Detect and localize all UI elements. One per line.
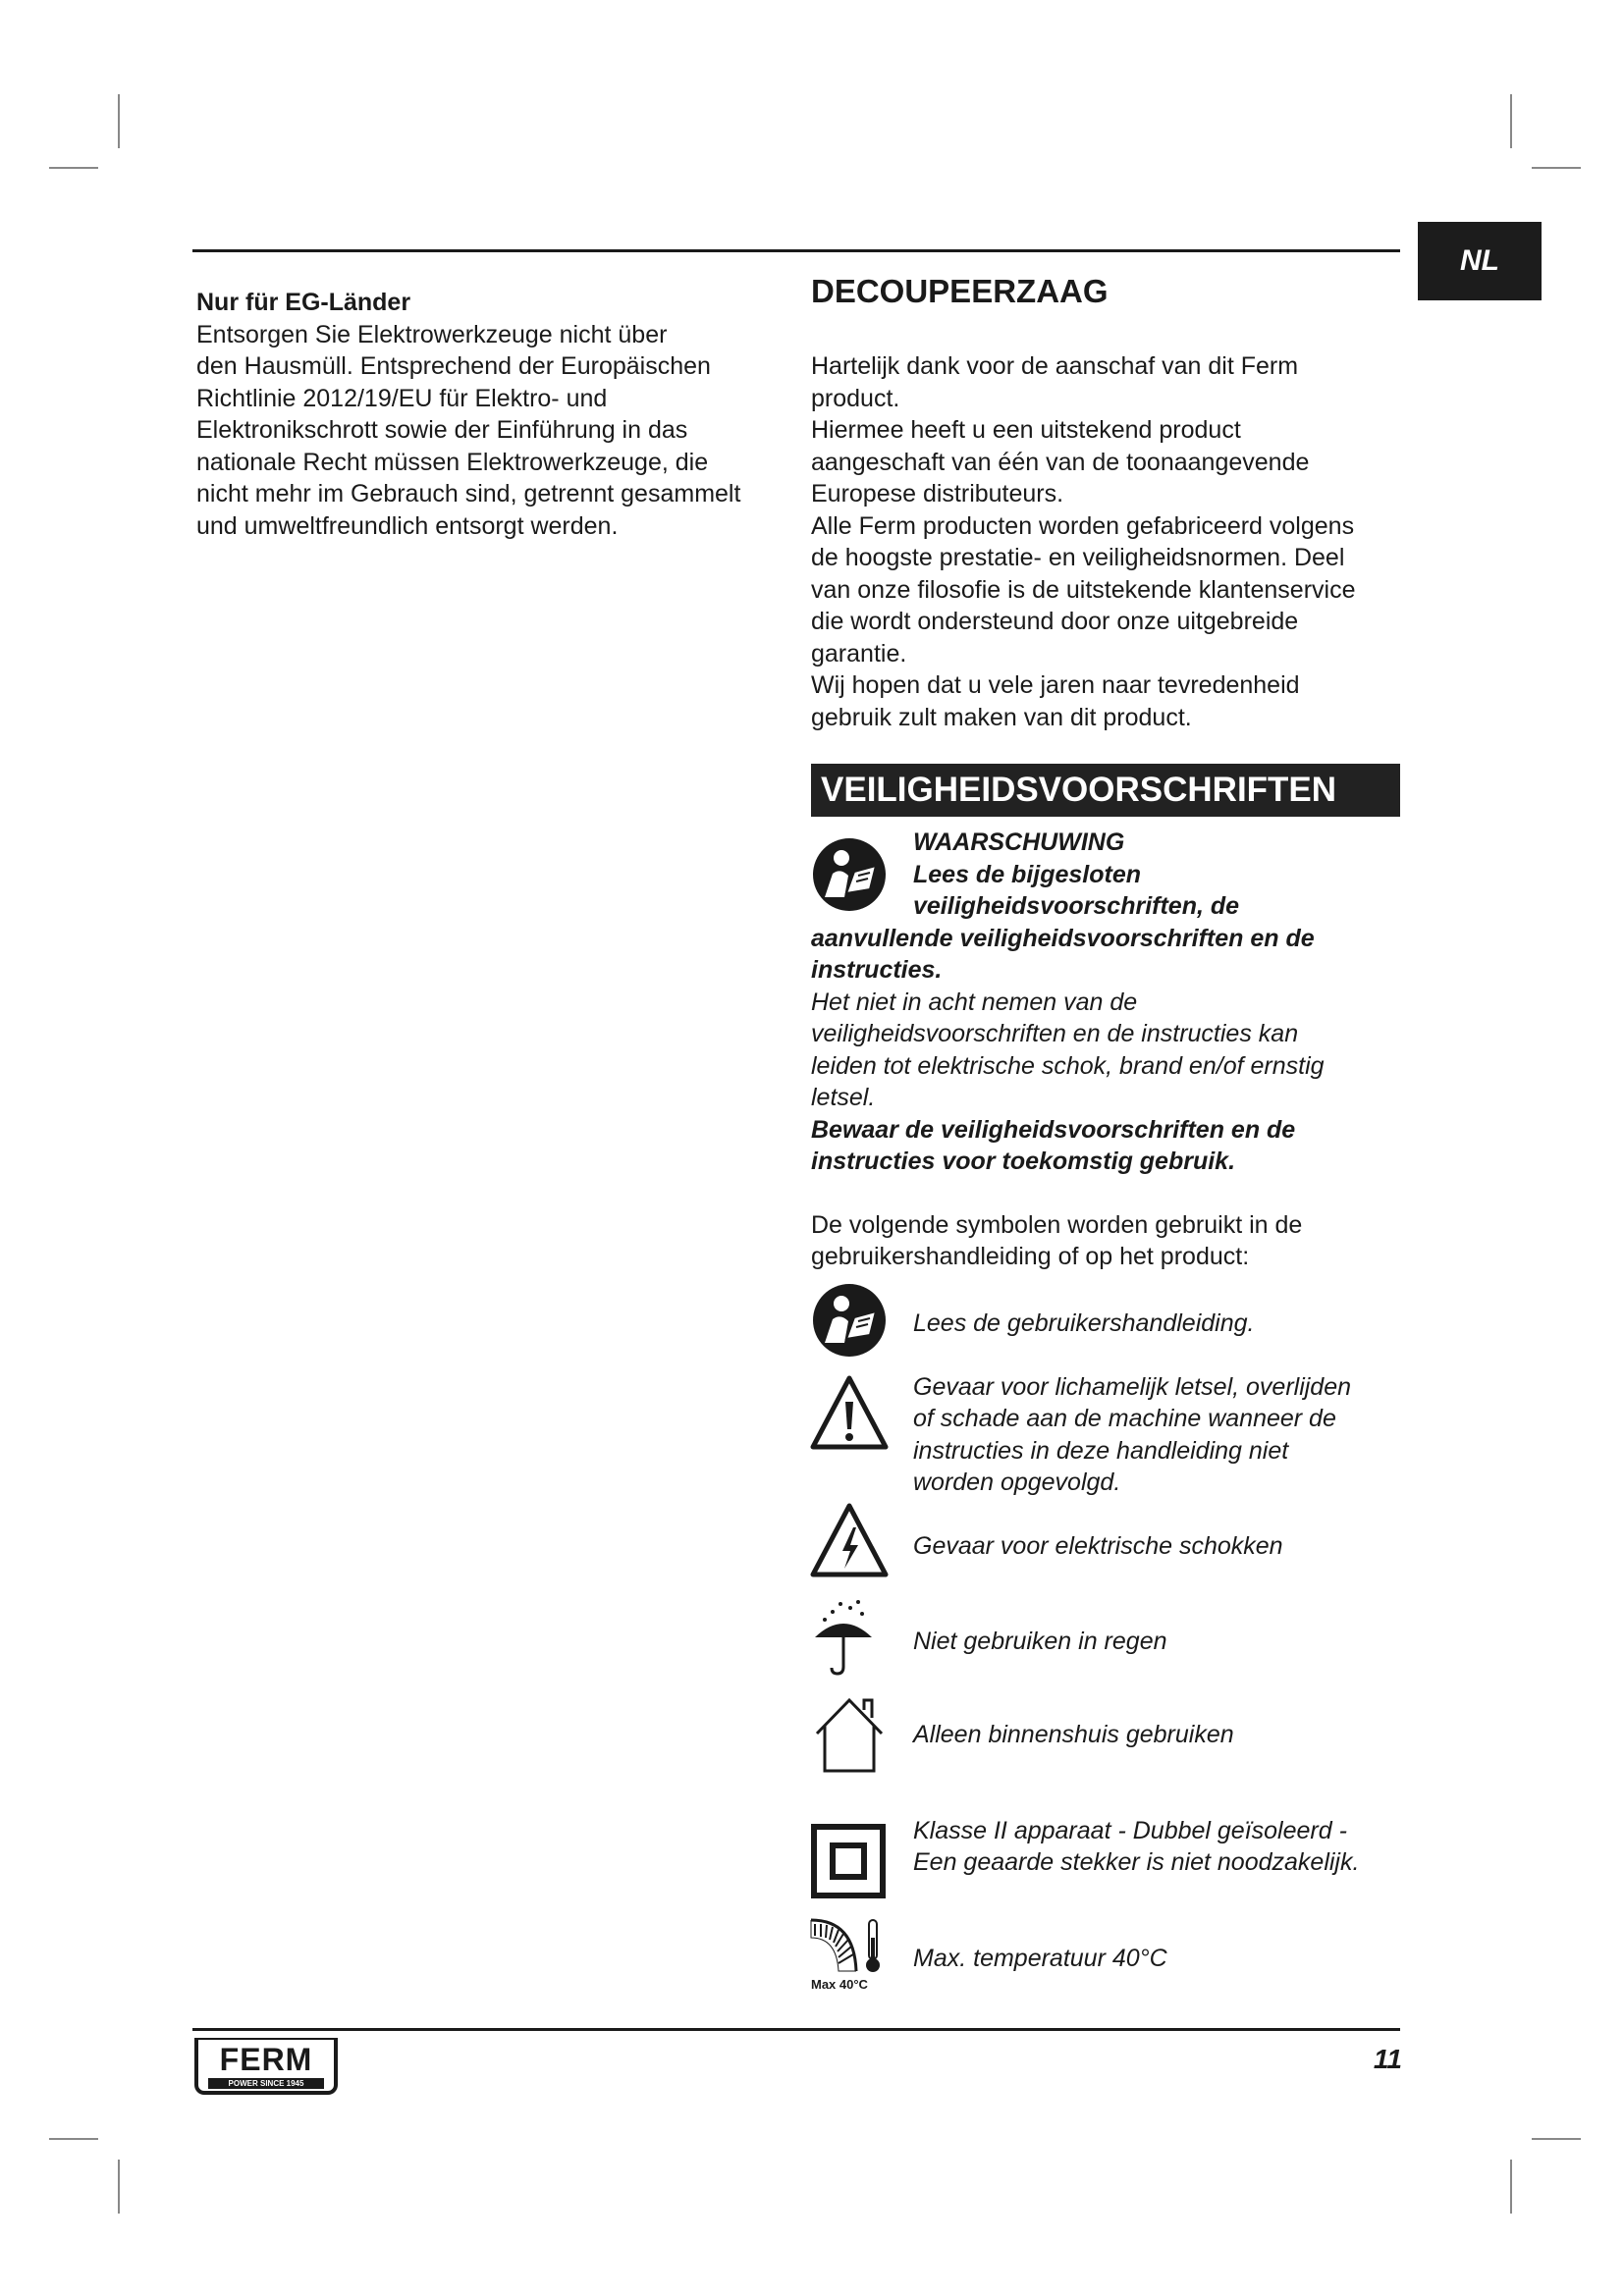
intro-line: gebruik zult maken van dit product. <box>811 704 1192 731</box>
footer-rule <box>192 2028 1400 2031</box>
warning-italic-line: veiligheidsvoorschriften en de instructies kan <box>811 1020 1299 1047</box>
double-insulation-icon <box>811 1824 886 1898</box>
symbol-description: Gevaar voor lichamelijk letsel, overlijden <box>913 1373 1352 1401</box>
intro-line: van onze filosofie is de uitstekende klantenservice <box>811 576 1356 604</box>
eu-heading: Nur für EG-Länder <box>196 289 411 316</box>
ferm-logo <box>194 2038 338 2095</box>
symbol-description: of schade aan de machine wanneer de <box>913 1405 1336 1432</box>
warning-italic-line: letsel. <box>811 1084 876 1111</box>
crop-mark <box>118 94 120 148</box>
symbol-description: instructies in deze handleiding niet <box>913 1437 1289 1465</box>
crop-mark <box>49 167 98 169</box>
symbol-description: Klasse II apparaat - Dubbel geïsoleerd - <box>913 1817 1347 1844</box>
warning-bold-line: veiligheidsvoorschriften, de <box>913 892 1240 920</box>
eu-text-line: und umweltfreundlich entsorgt werden. <box>196 512 619 540</box>
intro-line: aangeschaft van één van de toonaangevende <box>811 449 1310 476</box>
language-tab: NL <box>1418 222 1542 300</box>
crop-mark <box>1510 94 1512 148</box>
symbol-description: Alleen binnenshuis gebruiken <box>913 1721 1234 1748</box>
eu-text-line: den Hausmüll. Entsprechend der Europäischen <box>196 352 711 380</box>
page-number: 11 <box>1373 2044 1402 2074</box>
crop-mark <box>1532 2138 1581 2140</box>
symbols-intro-line: gebruikershandleiding of op het product: <box>811 1243 1250 1270</box>
intro-line: garantie. <box>811 640 907 667</box>
intro-line: Hiermee heeft u een uitstekend product <box>811 416 1241 444</box>
intro-line: de hoogste prestatie- en veiligheidsnormen. Deel <box>811 544 1345 571</box>
ferm-logo-tagline: POWER SINCE 1945 <box>208 2078 324 2089</box>
warning-bold-line: instructies. <box>811 956 943 984</box>
warning-title: WAARSCHUWING <box>913 828 1125 856</box>
warning-italic-line: Het niet in acht nemen van de <box>811 988 1138 1016</box>
eu-text-line: Richtlinie 2012/19/EU für Elektro- und <box>196 385 608 412</box>
symbols-intro-line: De volgende symbolen worden gebruikt in de <box>811 1211 1303 1239</box>
symbol-description: Niet gebruiken in regen <box>913 1628 1167 1655</box>
eu-text-line: nationale Recht müssen Elektrowerkzeuge, die <box>196 449 709 476</box>
eu-text-line: Elektronikschrott sowie der Einführung in das <box>196 416 688 444</box>
symbol-description: worden opgevolgd. <box>913 1468 1121 1496</box>
header-rule <box>192 249 1400 252</box>
house-icon <box>811 1694 888 1775</box>
symbol-description: Gevaar voor elektrische schokken <box>913 1532 1283 1560</box>
ferm-logo-text: FERM <box>219 2042 313 2077</box>
umbrella-rain-icon <box>811 1598 876 1677</box>
crop-mark <box>1510 2160 1512 2214</box>
warning-triangle-icon <box>809 1374 890 1451</box>
warning-bold-line: Lees de bijgesloten <box>913 861 1142 888</box>
intro-line: Hartelijk dank voor de aanschaf van dit Ferm <box>811 352 1299 380</box>
warning-bold-line: aanvullende veiligheidsvoorschriften en de <box>811 925 1315 952</box>
intro-line: die wordt ondersteund door onze uitgebreide <box>811 608 1299 635</box>
safety-banner: VEILIGHEIDSVOORSCHRIFTEN <box>811 764 1400 817</box>
crop-mark <box>1532 167 1581 169</box>
intro-line: Europese distributeurs. <box>811 480 1064 507</box>
read-manual-icon <box>811 836 888 913</box>
eu-text-line: Entsorgen Sie Elektrowerkzeuge nicht über <box>196 321 668 348</box>
max-temperature-icon <box>809 1916 882 1975</box>
crop-mark <box>49 2138 98 2140</box>
electric-shock-icon <box>809 1502 890 1578</box>
product-title: DECOUPEERZAAG <box>811 273 1109 309</box>
symbol-description: Een geaarde stekker is niet noodzakelijk. <box>913 1848 1360 1876</box>
intro-line: Alle Ferm producten worden gefabriceerd volgens <box>811 512 1355 540</box>
warning-italic-line: leiden tot elektrische schok, brand en/of ernstig <box>811 1052 1325 1080</box>
symbol-description: Lees de gebruikershandleiding. <box>913 1309 1255 1337</box>
intro-line: product. <box>811 385 900 412</box>
crop-mark <box>118 2160 120 2214</box>
keep-instructions-line: instructies voor toekomstig gebruik. <box>811 1148 1236 1175</box>
eu-text-line: nicht mehr im Gebrauch sind, getrennt gesammelt <box>196 480 741 507</box>
max-temp-label: Max 40°C <box>811 1977 868 1992</box>
symbol-description: Max. temperatuur 40°C <box>913 1945 1167 1972</box>
intro-line: Wij hopen dat u vele jaren naar tevredenheid <box>811 671 1300 699</box>
keep-instructions-line: Bewaar de veiligheidsvoorschriften en de <box>811 1116 1296 1144</box>
read-manual-icon <box>811 1282 888 1359</box>
